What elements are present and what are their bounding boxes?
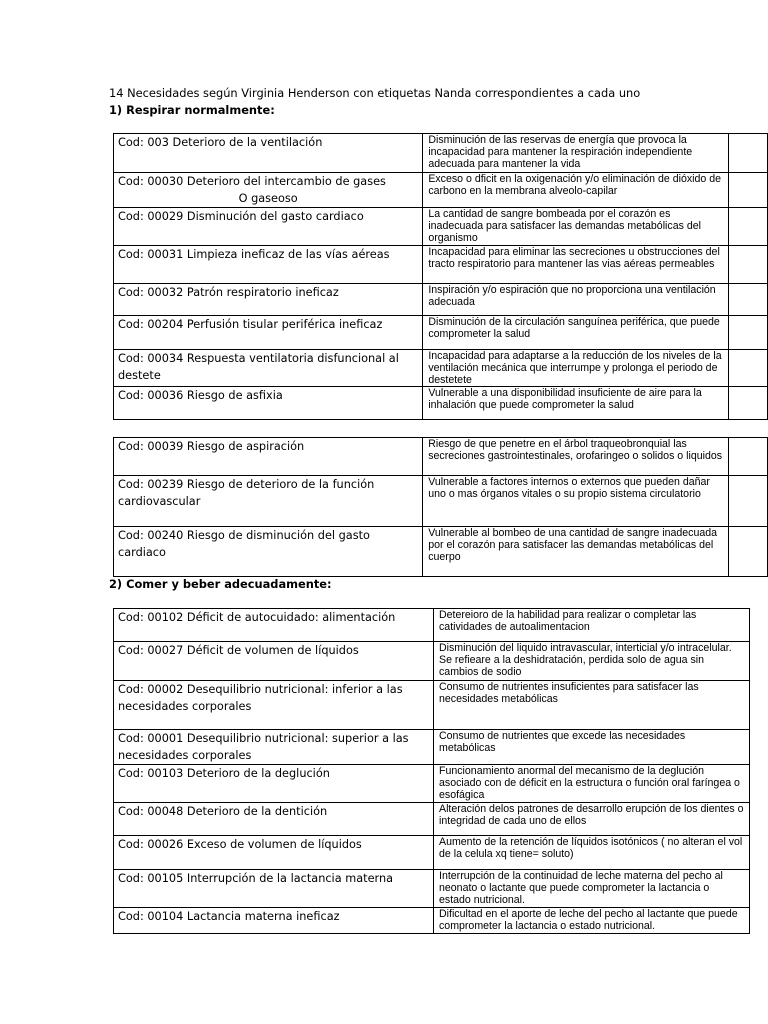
empty-cell [728, 315, 767, 349]
empty-cell [728, 527, 767, 577]
table-row [114, 681, 750, 730]
empty-cell [728, 349, 767, 387]
description-cell: Vulnerable a factores internos o externos que pueden dañar uno o mas órganos vitales o su propio sistema circulatorio [423, 476, 729, 527]
table-row [114, 438, 768, 476]
code-cell: Cod: 00204 Perfusión tisular periférica ineficaz [114, 315, 423, 349]
code-cell: Cod: 00102 Déficit de autocuidado: alimentación [114, 609, 434, 642]
table-row [114, 765, 750, 803]
description-cell: Inspiración y/o espiración que no proporciona una ventilación adecuada [423, 283, 728, 315]
description-cell: Consumo de nutrientes insuficientes para satisfacer las necesidades metabólicas [434, 681, 750, 730]
table-row [114, 349, 768, 387]
table-row [114, 869, 750, 907]
description-cell: Alteración delos patrones de desarrollo erupción de los dientes o integridad de cada uno de ellos [434, 802, 750, 835]
description-cell: Aumento de la retención de líquidos isotónicos ( no alteran el vol de la celula xq tiene= soluto) [434, 835, 750, 869]
table-row [114, 173, 768, 208]
table-row [114, 907, 750, 933]
code-cell: Cod: 00036 Riesgo de asfixia [114, 387, 423, 420]
code-cell: Cod: 00104 Lactancia materna ineficaz [114, 907, 434, 933]
section-heading-comer: 2) Comer y beber adecuadamente: [109, 577, 332, 591]
empty-cell [728, 245, 767, 283]
description-cell: Incapacidad para adaptarse a la reducción de los niveles de la ventilación mecánica que interrumpe y prolonga el periodo de destetete [423, 349, 728, 387]
description-cell: Vulnerable a una disponibilidad insuficiente de aire para la inhalación que puede comprometer la salud [423, 387, 728, 420]
code-cell: Cod: 00031 Limpieza ineficaz de las vías aéreas [114, 245, 423, 283]
empty-cell [728, 283, 767, 315]
code-cell: Cod: 00001 Desequilibrio nutricional: superior a las necesidades corporales [114, 730, 434, 765]
description-cell: Consumo de nutrientes que excede las necesidades metabólicas [434, 730, 750, 765]
description-cell: Vulnerable al bombeo de una cantidad de sangre inadecuada por el corazón para satisfacer las demandas metabólicas del cuerpo [423, 527, 729, 577]
description-cell: Funcionamiento anormal del mecanismo de la deglución asociado con de déficit en la estructura o función oral faríngea o esofágica [434, 765, 750, 803]
code-cell: Cod: 00032 Patrón respiratorio ineficaz [114, 283, 423, 315]
empty-cell [728, 438, 767, 476]
code-cell: Cod: 00239 Riesgo de deterioro de la función cardiovascular [114, 476, 423, 527]
empty-cell [728, 476, 767, 527]
description-cell: Disminución de las reservas de energía que provoca la incapacidad para mantener la respiración independiente adecuada para mantener la vida [423, 134, 728, 173]
table-row [114, 208, 768, 246]
description-cell: Dificultad en el aporte de leche del pecho al lactante que puede comprometer la lactancia o estado nutricional. [434, 907, 750, 933]
code-cell [114, 173, 423, 208]
table-row [114, 802, 750, 835]
table-row [114, 609, 750, 642]
empty-cell [728, 387, 767, 420]
code-cell: Cod: 00002 Desequilibrio nutricional: inferior a las necesidades corporales [114, 681, 434, 730]
description-cell: Interrupción de la continuidad de leche materna del pecho al neonato o lactante que puede comprometer la lactancia o estado nutricional. [434, 869, 750, 907]
table-respirar [113, 133, 768, 420]
table-row [114, 134, 768, 173]
description-cell: Disminución del liquido intravascular, interticial y/o intracelular. Se refieare a la deshidratación, perdida solo de agua sin cambios de sodio [434, 642, 750, 681]
table-row [114, 315, 768, 349]
table-row [114, 245, 768, 283]
table-row [114, 387, 768, 420]
description-cell: Incapacidad para eliminar las secreciones u obstrucciones del tracto respiratorio para mantener las vias aéreas permeables [423, 245, 728, 283]
empty-cell [728, 134, 767, 173]
code-cell: Cod: 00103 Deterioro de la deglución [114, 765, 434, 803]
description-cell: Riesgo de que penetre en el árbol traqueobronquial las secreciones gastrointestinales, orofaringeo o solidos o liquidos [423, 438, 729, 476]
table-respirar-riesgos [113, 437, 768, 577]
table-comer [113, 608, 750, 934]
code-cell: Cod: 00027 Déficit de volumen de líquidos [114, 642, 434, 681]
code-text-continuation: O gaseoso [238, 192, 298, 205]
document-title: 14 Necesidades según Virginia Henderson con etiquetas Nanda correspondientes a cada uno [109, 86, 641, 100]
description-cell: La cantidad de sangre bombeada por el corazón es inadecuada para satisfacer las demandas metabólicas del organismo [423, 208, 728, 246]
table-row [114, 835, 750, 869]
section-heading-respirar: 1) Respirar normalmente: [109, 103, 275, 117]
code-cell: Cod: 00034 Respuesta ventilatoria disfuncional al destete [114, 349, 423, 387]
code-cell: Cod: 00105 Interrupción de la lactancia materna [114, 869, 434, 907]
code-cell: Cod: 003 Deterioro de la ventilación [114, 134, 423, 173]
code-cell: Cod: 00240 Riesgo de disminución del gasto cardiaco [114, 527, 423, 577]
code-cell: Cod: 00048 Deterioro de la dentición [114, 802, 434, 835]
empty-cell [728, 208, 767, 246]
code-cell: Cod: 00039 Riesgo de aspiración [114, 438, 423, 476]
description-cell: Disminución de la circulación sanguínea periférica, que puede comprometer la salud [423, 315, 728, 349]
table-row [114, 642, 750, 681]
table-row [114, 527, 768, 577]
code-cell: Cod: 00029 Disminución del gasto cardiaco [114, 208, 423, 246]
table-row [114, 730, 750, 765]
table-row [114, 476, 768, 527]
description-cell: Exceso o dficit en la oxigenación y/o eliminación de dióxido de carbono en la membrana alveolo-capilar [423, 173, 728, 208]
code-text: Cod: 00030 Deterioro del intercambio de gases [118, 175, 386, 188]
table-row [114, 283, 768, 315]
description-cell: Detereioro de la habilidad para realizar o completar las catividades de autoalimentacion [434, 609, 750, 642]
code-cell: Cod: 00026 Exceso de volumen de líquidos [114, 835, 434, 869]
empty-cell [728, 173, 767, 208]
